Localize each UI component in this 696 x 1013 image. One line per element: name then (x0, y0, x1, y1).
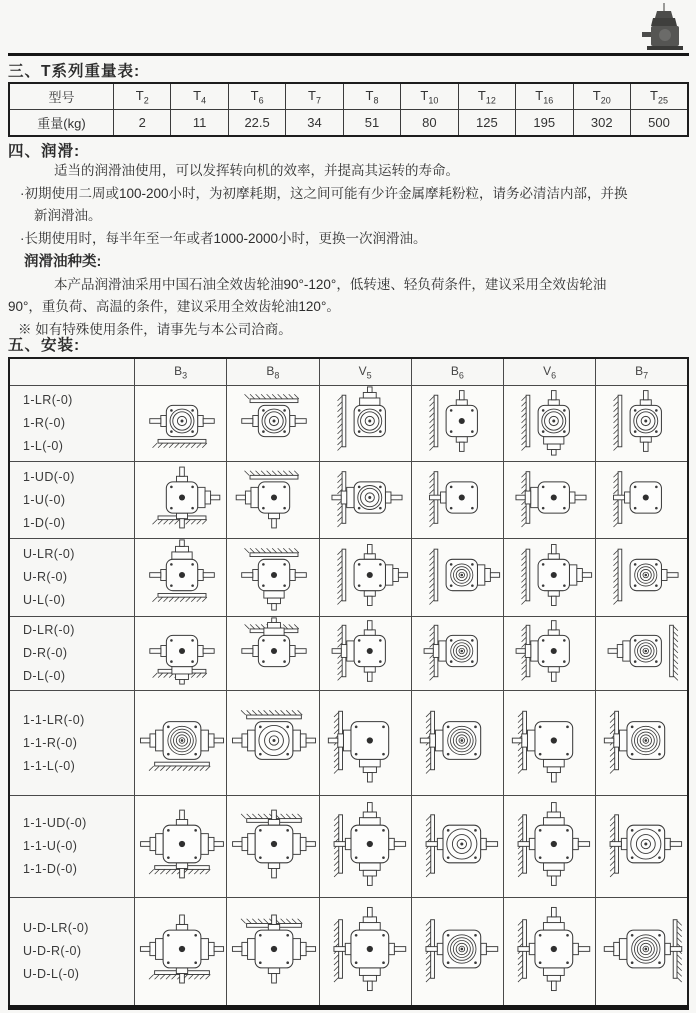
model-cell: $T_7$ (286, 83, 343, 110)
config-label: 1-1-LR(-0) 1-1-R(-0) 1-1-L(-0) (9, 691, 135, 796)
gearbox-drawing (320, 898, 414, 1000)
mount-cell (411, 691, 503, 796)
lube-intro: 适当的润滑油使用，可以发挥转向机的效率，并提高其运转的寿命。 (54, 163, 459, 178)
table-row (9, 691, 688, 796)
gearbox-drawing (504, 617, 598, 685)
gearbox-drawing (227, 386, 321, 456)
lube-bullet1: ·初期使用二周或100-200小时，为初摩耗期，这之间可能有少许金属摩耗粉粒，请务必清洁内部，并换 (20, 185, 628, 201)
page-bottom-rule (8, 1005, 689, 1010)
install-table (8, 357, 689, 1007)
gearbox-drawing (504, 462, 598, 533)
model-cell: $T_{16}$ (516, 83, 573, 110)
weight-cell: 80 (401, 110, 458, 137)
table-row (9, 110, 688, 137)
mount-cell (135, 617, 227, 691)
model-cell: $T_{12}$ (458, 83, 515, 110)
gearbox-drawing (412, 898, 506, 1000)
gearbox-drawing (596, 898, 690, 1000)
gearbox-drawing (412, 617, 506, 685)
gearbox-drawing (412, 691, 506, 790)
mount-cell (227, 462, 319, 539)
mount-cell (319, 796, 411, 898)
config-label: 1-1-UD(-0) 1-1-U(-0) 1-1-D(-0) (9, 796, 135, 898)
mount-cell (135, 386, 227, 462)
gearbox-drawing (596, 462, 690, 533)
weight-header: 重量(kg) (9, 110, 114, 137)
mount-position-header: $B_8$ (227, 358, 319, 386)
special-use-note: ※ 如有特殊使用条件，请事先与本公司洽商。 (18, 321, 292, 337)
weight-cell: 302 (573, 110, 630, 137)
mount-position-header: $V_6$ (504, 358, 596, 386)
lube-bullet1-wrap: 新润滑油。 (34, 208, 102, 223)
weights-section-heading: 三、T系列重量表: (8, 63, 141, 80)
mount-cell (135, 898, 227, 1007)
mount-cell (227, 796, 319, 898)
mount-position-header: $V_5$ (319, 358, 411, 386)
model-cell: $T_6$ (228, 83, 285, 110)
mount-cell (504, 796, 596, 898)
gearbox-drawing (135, 617, 229, 685)
gearbox-drawing (227, 898, 321, 1000)
gearbox-drawing (135, 691, 229, 790)
weight-cell: 195 (516, 110, 573, 137)
mount-cell (319, 898, 411, 1007)
weight-cell: 51 (343, 110, 400, 137)
mount-cell (227, 691, 319, 796)
gearbox-drawing (504, 898, 598, 1000)
model-header: 型号 (9, 83, 114, 110)
gearbox-drawing (596, 617, 690, 685)
table-row (9, 83, 688, 110)
mount-position-header: $B_6$ (411, 358, 503, 386)
table-row (9, 796, 688, 898)
lube-bullet2: ·长期使用时，每半年至一年或者1000-2000小时，更换一次润滑油。 (20, 230, 427, 246)
mount-cell (411, 796, 503, 898)
gearbox-drawing (596, 691, 690, 790)
mount-cell (319, 539, 411, 617)
mount-cell (227, 386, 319, 462)
config-label: 1-LR(-0) 1-R(-0) 1-L(-0) (9, 386, 135, 462)
config-label: U-D-LR(-0) U-D-R(-0) U-D-L(-0) (9, 898, 135, 1007)
corner-cell (9, 358, 135, 386)
mount-cell (135, 796, 227, 898)
gearbox-drawing (227, 691, 321, 790)
gearbox-drawing (504, 539, 598, 611)
mount-cell (596, 462, 688, 539)
mount-cell (504, 386, 596, 462)
mount-cell (319, 691, 411, 796)
lubrication-text (8, 160, 690, 341)
gearbox-drawing (412, 462, 506, 533)
table-row (9, 358, 688, 386)
config-label: 1-UD(-0) 1-U(-0) 1-D(-0) (9, 462, 135, 539)
config-label: U-LR(-0) U-R(-0) U-L(-0) (9, 539, 135, 617)
gearbox-drawing (596, 386, 690, 456)
config-label: D-LR(-0) D-R(-0) D-L(-0) (9, 617, 135, 691)
gearbox-drawing (227, 539, 321, 611)
gearbox-drawing (320, 539, 414, 611)
gearbox-drawing (412, 386, 506, 456)
mount-cell (504, 539, 596, 617)
weight-cell: 11 (171, 110, 228, 137)
mount-cell (319, 462, 411, 539)
mount-cell (319, 617, 411, 691)
gearbox-drawing (504, 386, 598, 456)
table-row (9, 462, 688, 539)
mount-cell (411, 462, 503, 539)
oil-types-line2: 90°，重负荷、高温的条件，建议采用全效齿轮油120°。 (8, 299, 340, 314)
gearbox-drawing (320, 462, 414, 533)
mount-position-header: $B_7$ (596, 358, 688, 386)
mount-cell (504, 462, 596, 539)
mount-cell (596, 539, 688, 617)
model-cell: $T_{10}$ (401, 83, 458, 110)
mount-cell (135, 691, 227, 796)
weight-cell: 2 (114, 110, 171, 137)
model-cell: $T_{20}$ (573, 83, 630, 110)
model-cell: $T_{25}$ (630, 83, 688, 110)
table-row (9, 617, 688, 691)
mount-cell (504, 617, 596, 691)
gearbox-drawing (227, 796, 321, 892)
mount-cell (596, 386, 688, 462)
gearbox-drawing (227, 462, 321, 533)
gearbox-drawing (320, 386, 414, 456)
top-divider (8, 53, 689, 56)
mount-cell (504, 691, 596, 796)
mount-cell (135, 462, 227, 539)
gearbox-drawing (596, 539, 690, 611)
oil-types-heading: 润滑油种类: (24, 254, 102, 270)
table-row (9, 386, 688, 462)
gearbox-drawing (320, 691, 414, 790)
table-row (9, 539, 688, 617)
gearbox-drawing (504, 691, 598, 790)
weight-cell: 500 (630, 110, 688, 137)
gearbox-drawing (135, 462, 229, 533)
gearbox-drawing (412, 539, 506, 611)
lubrication-section-heading: 四、润滑: (8, 143, 81, 160)
mount-cell (227, 539, 319, 617)
gearbox-drawing (596, 796, 690, 892)
gearbox-drawing (135, 796, 229, 892)
gearbox-product-photo (639, 2, 689, 52)
gearbox-drawing (135, 386, 229, 456)
mount-cell (504, 898, 596, 1007)
install-section-heading: 五、安装: (8, 337, 81, 354)
gearbox-drawing (135, 898, 229, 1000)
mount-cell (596, 796, 688, 898)
oil-types-line1: 本产品润滑油采用中国石油全效齿轮油90°-120°，低转速、轻负荷条件，建议采用全效齿轮油 (54, 276, 607, 292)
gearbox-drawing (412, 796, 506, 892)
model-cell: $T_2$ (114, 83, 171, 110)
mount-cell (227, 617, 319, 691)
mount-cell (596, 617, 688, 691)
gearbox-drawing (504, 796, 598, 892)
mount-cell (411, 617, 503, 691)
weight-cell: 125 (458, 110, 515, 137)
mount-cell (596, 898, 688, 1007)
weight-cell: 22.5 (228, 110, 285, 137)
mount-cell (227, 898, 319, 1007)
mount-cell (319, 386, 411, 462)
table-row (9, 898, 688, 1007)
model-cell: $T_4$ (171, 83, 228, 110)
gearbox-drawing (320, 617, 414, 685)
mount-position-header: $B_3$ (135, 358, 227, 386)
mount-cell (596, 691, 688, 796)
gearbox-drawing (320, 796, 414, 892)
gearbox-drawing (135, 539, 229, 611)
model-cell: $T_8$ (343, 83, 400, 110)
mount-cell (411, 539, 503, 617)
weight-cell: 34 (286, 110, 343, 137)
gearbox-drawing (227, 617, 321, 685)
mount-cell (135, 539, 227, 617)
mount-cell (411, 386, 503, 462)
mount-cell (411, 898, 503, 1007)
weight-table (8, 82, 689, 137)
